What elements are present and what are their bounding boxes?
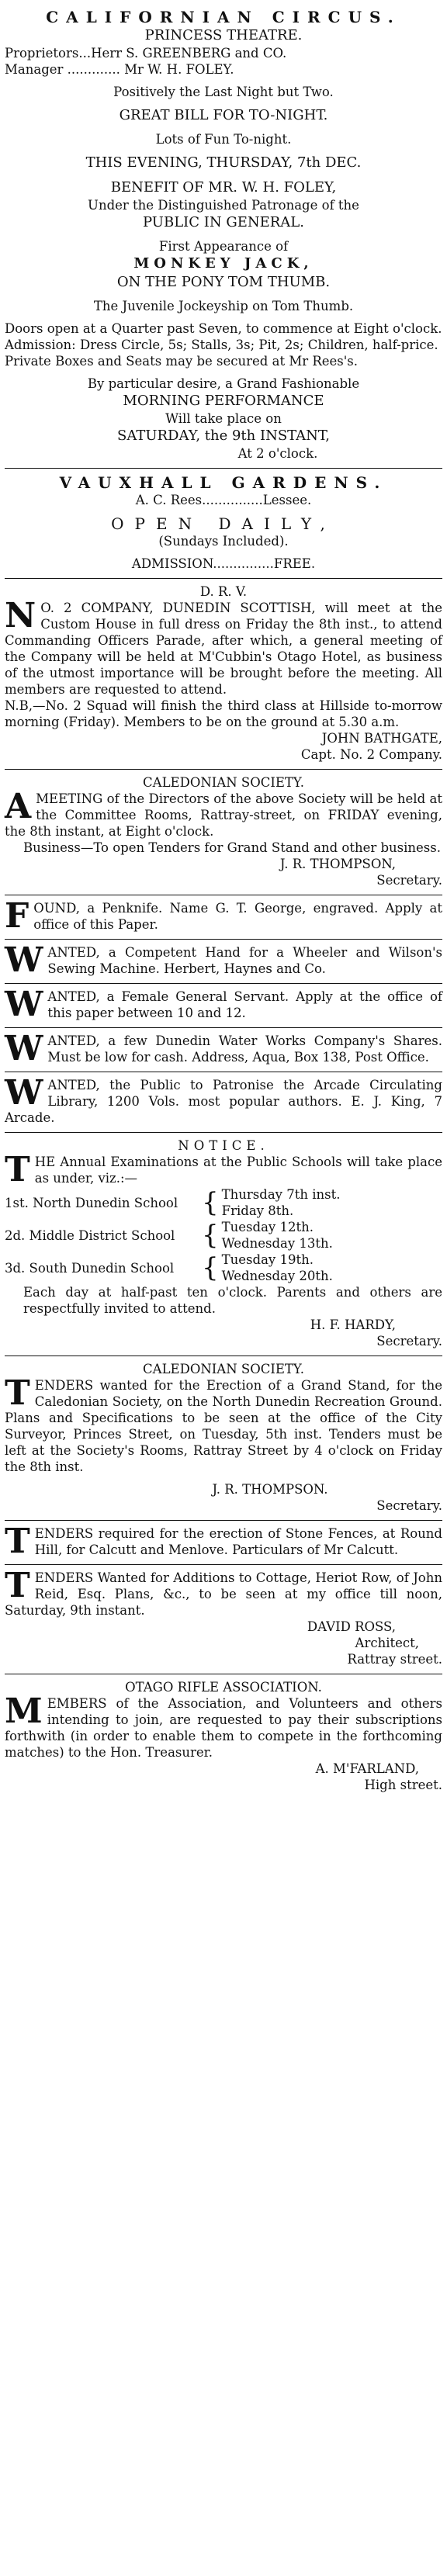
desire-line: By particular desire, a Grand Fashionable <box>87 376 360 391</box>
drop-cap: W <box>5 1029 43 1068</box>
doors-line: Doors open at a Quarter past Seven, to commence at Eight o'clock. <box>5 321 442 336</box>
proprietors-line: Proprietors...Herr S. GREENBERG and CO. <box>5 46 287 61</box>
each-day-line: Each day at half-past ten o'clock. Parents and others are respectfully invited to attend. <box>23 1285 442 1316</box>
first-appearance-line: First Appearance of <box>158 239 289 254</box>
drop-cap: W <box>5 1073 43 1113</box>
drop-cap: T <box>5 1566 30 1605</box>
found-notice <box>5 895 442 939</box>
school-days: Tuesday 19th. Wednesday 20th. <box>221 1252 333 1283</box>
drv-nb: N.B,—No. 2 Squad will finish the third class at Hillside to-morrow morning (Friday). Members to be on the ground at 5.30 a.m. <box>5 698 442 729</box>
great-bill-line: GREAT BILL FOR TO-NIGHT. <box>119 107 328 123</box>
admission-free-line: ADMISSION...............FREE. <box>131 556 316 571</box>
lessee-line: A. C. Rees...............Lessee. <box>135 493 312 507</box>
vauxhall-advertisement <box>5 469 442 578</box>
monkey-jack-line: MONKEY JACK, <box>133 255 314 272</box>
fun-line: Lots of Fun To-night. <box>155 132 292 147</box>
admission-line: Admission: Dress Circle, 5s; Stalls, 3s; Pit, 2s; Children, half-price. <box>5 338 438 352</box>
public-line: PUBLIC IN GENERAL. <box>143 214 304 230</box>
evening-line: THIS EVENING, THURSDAY, 7th DEC. <box>85 154 362 171</box>
signature-address: Rattray street. <box>347 1652 442 1667</box>
notice-heading: NOTICE. <box>178 1138 269 1153</box>
signature-title: Secretary. <box>376 1334 442 1349</box>
found-body: FOUND, a Penknife. Name G. T. George, engraved. Apply at office of this Paper. <box>5 896 442 936</box>
signature-address: High street. <box>364 1778 442 1792</box>
school-name: 2d. Middle District School <box>5 1227 175 1243</box>
vauxhall-masthead: VAUXHALL GARDENS. <box>59 473 388 492</box>
drop-cap: A <box>5 787 32 826</box>
cottage-tenders-notice <box>5 1565 442 1674</box>
saturday-line: SATURDAY, the 9th INSTANT, <box>116 428 331 444</box>
school-row <box>5 1252 442 1284</box>
caledonian-heading: CALEDONIAN SOCIETY. <box>143 775 304 790</box>
drop-cap: T <box>5 1373 30 1413</box>
caledonian-tenders-notice <box>5 1356 442 1520</box>
wanted-shares-notice <box>5 1028 442 1072</box>
signature-name: DAVID ROSS, <box>307 1619 396 1634</box>
wanted-body: WANTED, the Public to Patronise the Arcade Circulating Library, 1200 Vols. most popular authors. E. J. King, 7 Arcade. <box>5 1073 442 1125</box>
signature-name: H. F. HARDY, <box>310 1317 396 1332</box>
signature-name: J. R. THOMPSON, <box>279 857 396 871</box>
wanted-servant-notice <box>5 984 442 1027</box>
circus-masthead: CALIFORNIAN CIRCUS. <box>46 8 401 26</box>
examinations-notice <box>5 1133 442 1356</box>
school-name: 3d. South Dunedin School <box>5 1260 175 1276</box>
wanted-library-notice <box>5 1072 442 1132</box>
brace-icon: { <box>202 1220 219 1251</box>
drop-cap: F <box>5 896 29 936</box>
school-row <box>5 1219 442 1252</box>
signature-title: Secretary. <box>376 1498 442 1513</box>
notice-body: THE Annual Examinations at the Public Schools will take place as under, viz.:— <box>5 1150 442 1189</box>
signature-title: Capt. No. 2 Company. <box>300 747 442 762</box>
drv-body: N O. 2 COMPANY, DUNEDIN SCOTTISH, will meet at the Custom House in full dress on Friday the 8th inst., to attend Commanding Officers Parade, after which, a general meeting of the Company will be held at M'Cubbin's Otago Hotel, as business of the utmost importance will be brought before the meeting. All members are requested to attend. <box>5 596 442 697</box>
drop-cap: N <box>5 596 36 635</box>
tenders-body: TENDERS Wanted for Additions to Cottage, Heriot Row, of John Reid, Esq. Plans, &c., to be seen at my office till noon, Saturday, 9th instant. <box>5 1566 442 1618</box>
wanted-sewing-notice <box>5 940 442 983</box>
drop-cap: W <box>5 940 43 980</box>
caledonian-business: Business—To open Tenders for Grand Stand and other business. <box>23 840 441 855</box>
pony-line: ON THE PONY TOM THUMB. <box>116 274 331 290</box>
signature-name: JOHN BATHGATE, <box>321 731 442 746</box>
morning-performance-line: MORNING PERFORMANCE <box>123 393 324 409</box>
signature-name: J. R. THOMPSON. <box>212 1482 328 1497</box>
rifle-heading: OTAGO RIFLE ASSOCIATION. <box>125 1680 322 1695</box>
wanted-body: WANTED, a Competent Hand for a Wheeler and Wilson's Sewing Machine. Herbert, Haynes and Co. <box>5 940 442 980</box>
caledonian-tenders-body: TENDERS wanted for the Erection of a Grand Stand, for the Caledonian Society, on the North Dunedin Recreation Ground. Plans and Specifications to be seen at the office of the City Surveyor, Princes Street, on Tuesday, 5th inst. Tenders must be left at the Society's Rooms, Rattray Street by 4 o'clock on Friday the 8th inst. <box>5 1373 442 1474</box>
school-name: 1st. North Dunedin School <box>5 1195 178 1210</box>
at-two-line: At 2 o'clock. <box>237 446 318 461</box>
drop-cap: T <box>5 1522 30 1561</box>
juvenile-line: The Juvenile Jockeyship on Tom Thumb. <box>93 299 354 313</box>
patronage-line: Under the Distinguished Patronage of the <box>88 198 359 213</box>
wanted-body: WANTED, a few Dunedin Water Works Company's Shares. Must be low for cash. Address, Aqua, Box 138, Post Office. <box>5 1029 442 1068</box>
positively-line: Positively the Last Night but Two. <box>113 85 334 99</box>
signature-title: Secretary. <box>376 873 442 888</box>
wanted-body: WANTED, a Female General Servant. Apply at the office of this paper between 10 and 12. <box>5 985 442 1024</box>
drop-cap: M <box>5 1691 43 1731</box>
caledonian-meeting-notice <box>5 770 442 895</box>
circus-advertisement <box>5 3 442 468</box>
open-daily-line: OPEN DAILY, <box>111 514 336 533</box>
sundays-line: (Sundays Included). <box>158 534 289 549</box>
drv-notice <box>5 579 442 769</box>
signature-name: A. M'FARLAND, <box>315 1761 419 1776</box>
school-row <box>5 1186 442 1219</box>
benefit-line: BENEFIT OF MR. W. H. FOLEY, <box>110 179 337 196</box>
manager-line: Manager ............. Mr W. H. FOLEY. <box>5 62 234 77</box>
newspaper-column <box>5 3 442 1799</box>
tenders-body: TENDERS required for the erection of Stone Fences, at Round Hill, for Calcutt and Menlove. Particulars of Mr Calcutt. <box>5 1522 442 1561</box>
drv-heading: D. R. V. <box>199 584 248 599</box>
drop-cap: W <box>5 985 43 1024</box>
will-take-place-line: Will take place on <box>165 411 282 426</box>
brace-icon: { <box>202 1252 219 1283</box>
theatre-title: PRINCESS THEATRE. <box>144 27 303 43</box>
private-boxes-line: Private Boxes and Seats may be secured at Mr Rees's. <box>5 354 359 369</box>
caledonian-heading: CALEDONIAN SOCIETY. <box>143 1362 304 1376</box>
stone-fence-tenders-notice <box>5 1521 442 1564</box>
signature-title: Architect, <box>355 1636 419 1650</box>
rifle-association-notice <box>5 1674 442 1799</box>
school-days: Tuesday 12th. Wednesday 13th. <box>221 1220 333 1251</box>
brace-icon: { <box>202 1187 219 1218</box>
drop-cap: T <box>5 1150 30 1189</box>
caledonian-body: AMEETING of the Directors of the above Society will be held at the Committee Rooms, Rattray-street, on FRIDAY evening, the 8th instant, at Eight o'clock. <box>5 787 442 839</box>
rifle-body: MEMBERS of the Association, and Volunteers and others intending to join, are requested to pay their subscriptions forthwith (in order to enable them to compete in the forthcoming matches) to the Hon. Treasurer. <box>5 1691 442 1760</box>
school-days: Thursday 7th inst. Friday 8th. <box>221 1187 341 1218</box>
